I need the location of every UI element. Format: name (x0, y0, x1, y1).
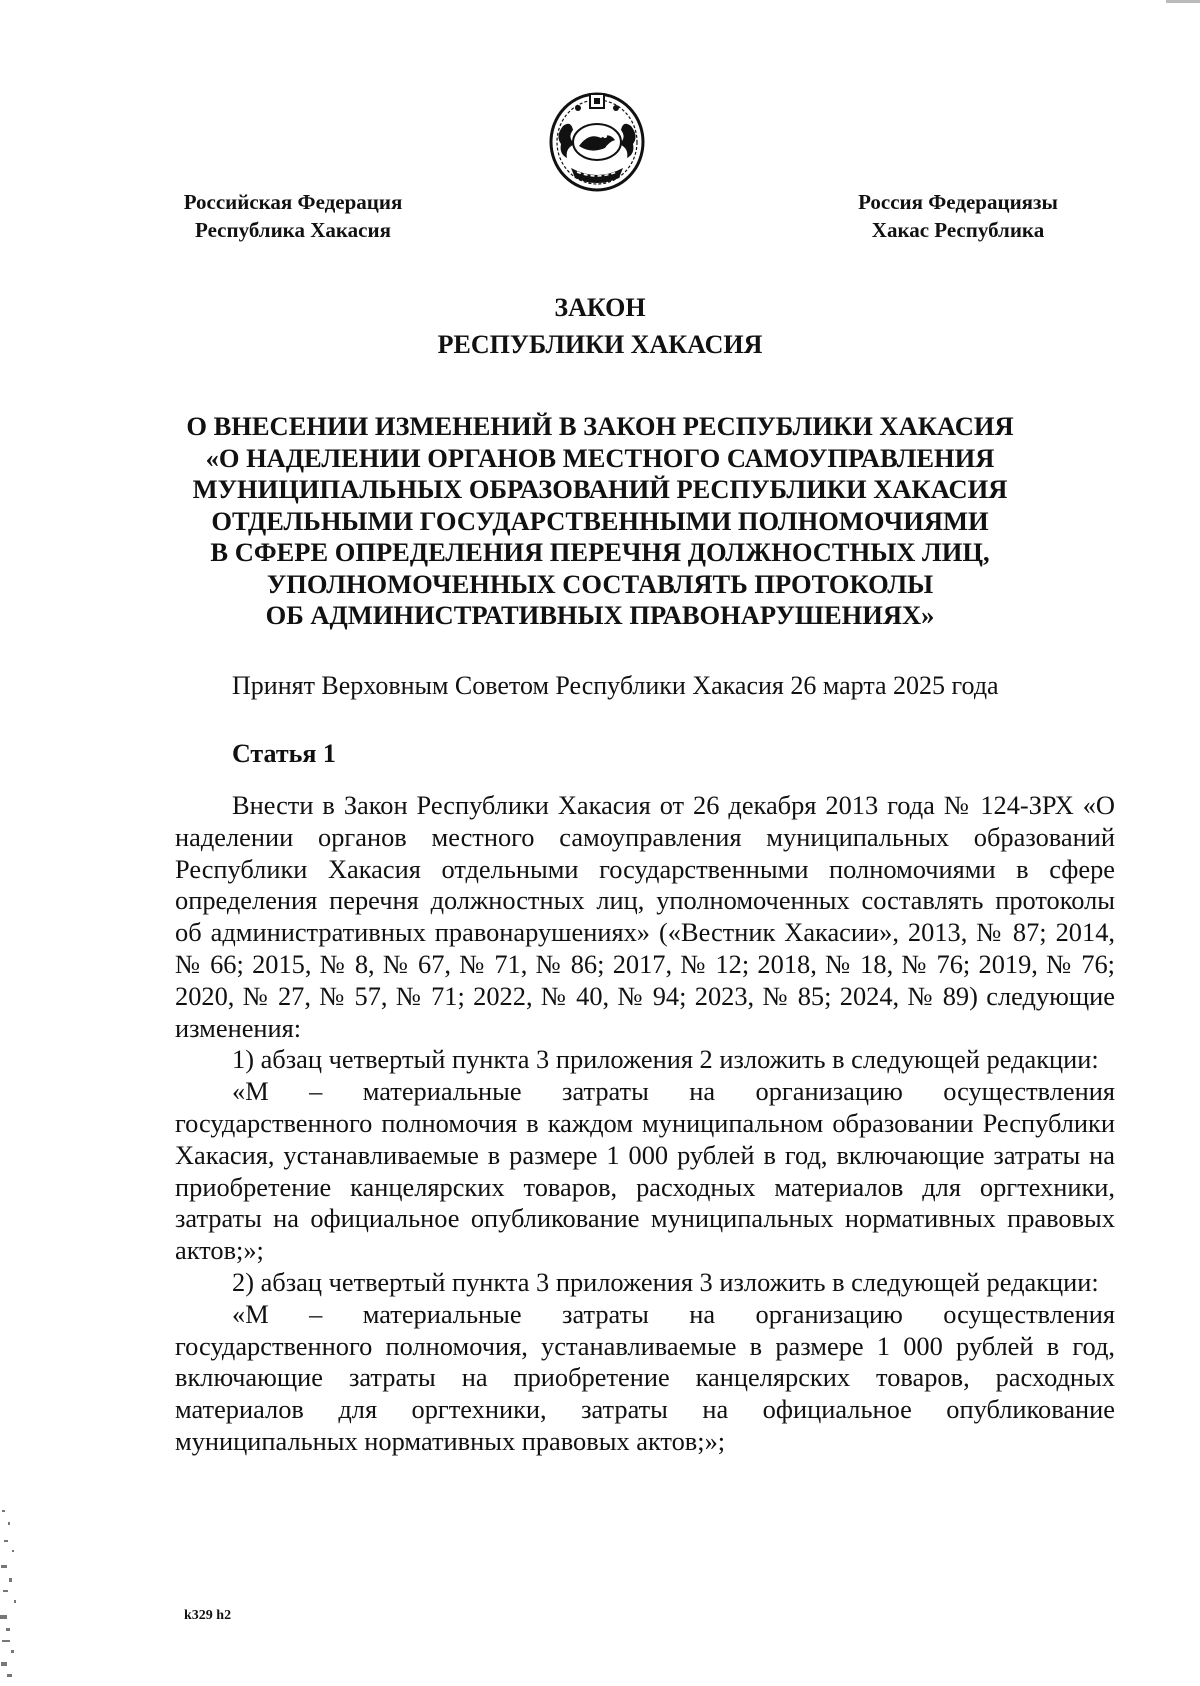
law-subject (150, 411, 1050, 632)
body-paragraph: «М – материальные затраты на организацию осуществления государственного полномочия в каждом муниципальном образовании Республики Хакасия, устанавливаемые в размере 1 000 рублей в год, включающие затраты на приобретение канцелярских товаров, расходных материалов для оргтехники, затраты на официальное опубликование муниципальных нормативных правовых актов;»; (175, 1076, 1115, 1266)
law-title: ЗАКОН (554, 293, 646, 322)
subject-line: УПОЛНОМОЧЕННЫХ СОСТАВЛЯТЬ ПРОТОКОЛЫ (266, 568, 934, 599)
body-paragraph: Внести в Закон Республики Хакасия от 26 декабря 2013 года № 124-ЗРХ «О наделении органов местного самоуправления муниципальных образований Республики Хакасия отдельными государственными полномочиями в сфере определения перечня должностных лиц, уполномоченных составлять протоколы об административных правонарушениях» («Вестник Хакасии», 2013, № 87; 2014, № 66; 2015, № 8, № 67, № 71, № 86; 2017, № 12; 2018, № 18, № 76; 2019, № 76; 2020, № 27, № 57, № 71; 2022, № 40, № 94; 2023, № 85; 2024, № 89) следующие изменения: (175, 790, 1115, 1043)
article-heading: Статья 1 (232, 739, 336, 768)
adoption-statement: Принят Верховным Советом Республики Хакасия 26 марта 2025 года (232, 671, 999, 700)
body-paragraph: 2) абзац четвертый пункта 3 приложения 3 изложить в следующей редакции: (232, 1266, 1099, 1297)
document-code: k329 h2 (184, 1608, 232, 1623)
header-left-line2: Республика Хакасия (195, 218, 391, 242)
subject-line: ОТДЕЛЬНЫМИ ГОСУДАРСТВЕННЫМИ ПОЛНОМОЧИЯМИ (211, 505, 989, 536)
body-paragraph: 1) абзац четвертый пункта 3 приложения 2 изложить в следующей редакции: (232, 1044, 1099, 1075)
subject-line: МУНИЦИПАЛЬНЫХ ОБРАЗОВАНИЙ РЕСПУБЛИКИ ХАКАСИЯ (192, 474, 1008, 504)
law-title-republic: РЕСПУБЛИКИ ХАКАСИЯ (437, 330, 763, 359)
header-right-line2: Хакас Республика (871, 218, 1045, 242)
subject-line: О ВНЕСЕНИИ ИЗМЕНЕНИЙ В ЗАКОН РЕСПУБЛИКИ ХАКАСИЯ (186, 411, 1014, 441)
header-right (832, 188, 1084, 244)
body-paragraph: «М – материальные затраты на организацию осуществления государственного полномочия, устанавливаемые в размере 1 000 рублей в год, включающие затраты на приобретение канцелярских товаров, расходных материалов для оргтехники, затраты на официальное опубликование муниципальных нормативных правовых актов;»; (175, 1298, 1115, 1456)
article-body (175, 790, 1115, 1458)
khakassia-coat-of-arms-icon (543, 86, 651, 196)
header-left (162, 188, 424, 244)
header-left-line1: Российская Федерация (183, 190, 403, 214)
header-right-line1: Россия Федерациязы (858, 190, 1058, 214)
subject-line: В СФЕРЕ ОПРЕДЕЛЕНИЯ ПЕРЕЧНЯ ДОЛЖНОСТНЫХ ЛИЦ, (210, 537, 990, 567)
subject-line: ОБ АДМИНИСТРАТИВНЫХ ПРАВОНАРУШЕНИЯХ» (265, 600, 935, 630)
scan-corner-mark (1160, 0, 1200, 6)
subject-line: «О НАДЕЛЕНИИ ОРГАНОВ МЕСТНОГО САМОУПРАВЛЕНИЯ (205, 442, 995, 473)
scan-noise-decoration (0, 1450, 30, 1686)
